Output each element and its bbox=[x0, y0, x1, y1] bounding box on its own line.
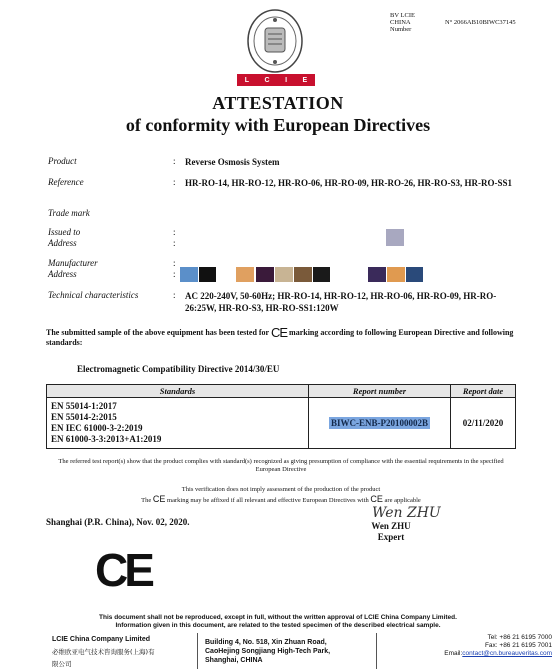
issued-address-label-line: Address bbox=[48, 238, 77, 248]
verification-text-2 bbox=[46, 495, 516, 505]
company-name-cn: 必维欧亚电气技术咨询服务(上海)有 bbox=[52, 648, 155, 656]
ce-mark-small: CE bbox=[370, 494, 383, 504]
email-link[interactable]: contact@cn.bureauveritas.com bbox=[462, 650, 552, 657]
redacted-block bbox=[256, 267, 274, 282]
verification-text-1: This verification does not imply assessment of the production of the product bbox=[181, 486, 381, 493]
verification-text-2b: marking may be affixed if all relevant and effective European Directives with bbox=[167, 497, 369, 504]
verification-text-2a: The bbox=[141, 497, 152, 504]
redacted-block bbox=[180, 267, 198, 282]
technical-label: Technical characteristics bbox=[48, 290, 139, 300]
table-header-row bbox=[47, 385, 516, 398]
tested-text-part2: marking according to following European Directive and following standards: bbox=[46, 328, 514, 347]
report-number-cell bbox=[309, 398, 451, 449]
handwritten-signature: Wen ZHU bbox=[372, 505, 441, 521]
colon: : bbox=[173, 290, 176, 300]
header-standards: Standards bbox=[47, 385, 309, 398]
attestation-number: N° 2066AB10BIWC37145 bbox=[445, 19, 516, 26]
table-row bbox=[47, 398, 516, 449]
issued-to-label bbox=[48, 227, 80, 249]
redacted-block bbox=[199, 267, 216, 282]
title-attestation: ATTESTATION bbox=[212, 93, 344, 113]
colon: : bbox=[173, 238, 176, 248]
address-line-2: CaoHejing Songjiang High-Tech Park, bbox=[205, 648, 331, 655]
disclaimer-line-1: This document shall not be reproduced, except in full, without the written approval of LCIE China Company Limited. bbox=[99, 614, 457, 621]
directive-name: Electromagnetic Compatibility Directive 2014/30/EU bbox=[77, 364, 280, 374]
company-name-cn-line2: 限公司 bbox=[52, 660, 72, 668]
redacted-block bbox=[406, 267, 423, 282]
referral-text: The referred test report(s) show that the product complies with standard(s) recognized as giving presumption of compliance with the essential requirements in the specified European Directive bbox=[58, 458, 504, 473]
tested-text-part1: The submitted sample of the above equipment has been tested for bbox=[46, 328, 269, 337]
colon: : bbox=[173, 156, 176, 166]
redacted-block bbox=[236, 267, 254, 282]
footer-disclaimer bbox=[0, 614, 556, 630]
standard-item: EN 55014-2:2015 bbox=[51, 412, 117, 422]
footer-address bbox=[205, 638, 330, 665]
product-label: Product bbox=[48, 156, 77, 166]
fax: Fax: +86 21 6195 7001 bbox=[484, 642, 552, 649]
manufacturer-address-label-line: Address bbox=[48, 269, 77, 279]
lcie-logo-bar bbox=[237, 74, 315, 86]
country-line-1: BV LCIE bbox=[390, 12, 415, 19]
footer-divider bbox=[197, 633, 198, 669]
title-conformity: of conformity with European Directives bbox=[125, 115, 431, 135]
lcie-letter: L bbox=[244, 76, 250, 84]
email-label: Email: bbox=[444, 650, 463, 657]
reference-label: Reference bbox=[48, 177, 84, 187]
colon-pair bbox=[173, 227, 176, 249]
country-line-2: CHINA bbox=[390, 19, 411, 26]
colon: : bbox=[173, 258, 176, 268]
ce-logo-large: CE bbox=[95, 544, 151, 596]
ce-mark-small: CE bbox=[152, 494, 166, 504]
trademark-label: Trade mark bbox=[48, 208, 90, 218]
disclaimer-line-2: Information given in this document, are related to the tested specimen of the described electrical sample. bbox=[115, 622, 441, 629]
verification-text-2c: are applicable bbox=[384, 497, 421, 504]
number-label: Number bbox=[390, 26, 412, 33]
redacted-block bbox=[368, 267, 386, 282]
manufacturer-label bbox=[48, 258, 98, 280]
report-number: BIWC-ENB-P20100002B bbox=[330, 418, 428, 428]
lcie-letter: E bbox=[302, 76, 308, 84]
header-report-number: Report number bbox=[309, 385, 451, 398]
signer-block bbox=[366, 521, 416, 543]
ce-mark-inline: CE bbox=[270, 325, 288, 340]
redacted-block bbox=[386, 229, 404, 246]
standard-item: EN IEC 61000-3-2:2019 bbox=[51, 423, 143, 433]
redacted-block bbox=[313, 267, 330, 282]
header-report-date: Report date bbox=[451, 385, 516, 398]
lcie-letter: C bbox=[264, 76, 270, 84]
tested-paragraph bbox=[46, 325, 516, 348]
standard-item: EN 61000-3-3:2013+A1:2019 bbox=[51, 434, 162, 444]
place-date: Shanghai (P.R. China), Nov. 02, 2020. bbox=[46, 517, 190, 527]
signer-title: Expert bbox=[377, 532, 405, 542]
lcie-letter: I bbox=[285, 76, 288, 84]
footer-company bbox=[52, 634, 155, 670]
colon-pair bbox=[173, 258, 176, 280]
email-line bbox=[444, 650, 552, 658]
footer-divider bbox=[376, 633, 377, 669]
redacted-block bbox=[275, 267, 293, 282]
colon: : bbox=[173, 177, 176, 187]
company-name: LCIE China Company Limited bbox=[52, 636, 151, 643]
issued-to-label-line: Issued to bbox=[48, 227, 81, 237]
technical-value: AC 220-240V, 50-60Hz; HR-RO-14, HR-RO-12, HR-RO-06, HR-RO-09, HR-RO-26:25W, HR-RO-S3, HR-RO-SS1:120W bbox=[185, 291, 497, 313]
address-line-1: Building 4, No. 518, Xin Zhuan Road, bbox=[205, 639, 327, 646]
signer-name: Wen ZHU bbox=[371, 521, 411, 531]
reference-value: HR-RO-14, HR-RO-12, HR-RO-06, HR-RO-09, HR-RO-26, HR-RO-S3, HR-RO-SS1 bbox=[185, 178, 512, 188]
footer-contact bbox=[444, 634, 552, 658]
redacted-block bbox=[387, 267, 405, 282]
standard-item: EN 55014-1:2017 bbox=[51, 401, 117, 411]
standards-table bbox=[46, 384, 516, 449]
report-date: 02/11/2020 bbox=[451, 398, 516, 449]
telephone: Tel: +86 21 6195 7000 bbox=[487, 634, 552, 641]
colon: : bbox=[173, 269, 176, 279]
standards-list bbox=[47, 398, 309, 449]
bureau-veritas-seal-logo bbox=[246, 8, 304, 74]
colon: : bbox=[173, 227, 176, 237]
address-line-3: Shanghai, CHINA bbox=[205, 657, 263, 664]
header-meta bbox=[390, 12, 516, 33]
manufacturer-label-line: Manufacturer bbox=[48, 258, 98, 268]
product-value: Reverse Osmosis System bbox=[185, 157, 280, 167]
redacted-block bbox=[294, 267, 312, 282]
